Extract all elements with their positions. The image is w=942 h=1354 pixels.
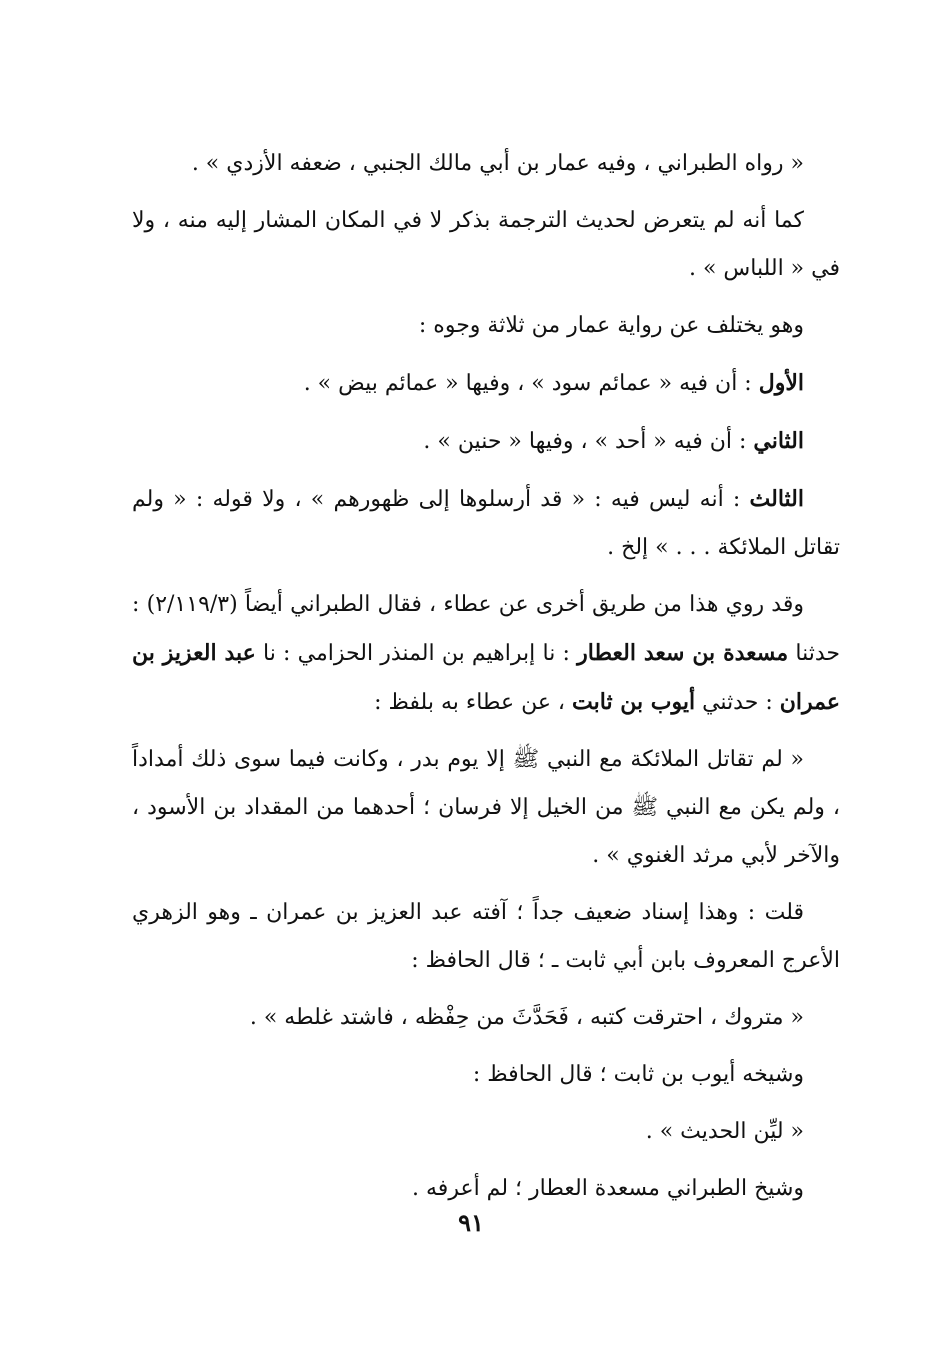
text-segment: قلت : وهذا إسناد ضعيف جداً ؛ آفته عبد العزيز بن عمران ـ وهو الزهري الأعرج المعروف بابن أبي ثابت ـ ؛ قال الحافظ : bbox=[132, 900, 840, 973]
paragraph-p13 bbox=[132, 1165, 840, 1213]
text-segment: « ليِّن الحديث » . bbox=[645, 1119, 804, 1144]
paragraph-p7 bbox=[132, 581, 840, 727]
paragraph-p5 bbox=[132, 417, 840, 466]
main-text-block bbox=[132, 140, 840, 1222]
paragraph-p11 bbox=[132, 1051, 840, 1099]
bold-term: عبد العزيز بن عمران bbox=[132, 640, 840, 715]
bold-term: الأول bbox=[758, 370, 804, 396]
text-segment: وقد روي هذا من طريق أخرى عن عطاء ، فقال الطبراني أيضاً (٢/١١٩/٣) : حدثنا bbox=[132, 592, 840, 666]
paragraph-p6 bbox=[132, 475, 840, 572]
text-segment: : حدثني bbox=[695, 690, 780, 715]
text-segment: : أن فيه « أحد » ، وفيها « حنين » . bbox=[423, 429, 754, 454]
text-segment: « رواه الطبراني ، وفيه عمار بن أبي مالك الجنبي ، ضعفه الأزدي » . bbox=[191, 151, 804, 176]
paragraph-p8 bbox=[132, 736, 840, 880]
text-segment: : أنه ليس فيه : « قد أرسلوها إلى ظهورهم » ، ولا قوله : « ولم تقاتل الملائكة . . . » إلخ . bbox=[132, 487, 840, 560]
text-segment: وشيخ الطبراني مسعدة العطار ؛ لم أعرفه . bbox=[412, 1176, 804, 1201]
text-segment: كما أنه لم يتعرض لحديث الترجمة بذكر لا في المكان المشار إليه منه ، ولا في « اللباس » . bbox=[132, 208, 840, 281]
bold-term: أيوب بن ثابت bbox=[572, 689, 696, 715]
text-segment: « لم تقاتل الملائكة مع النبي ﷺ إلا يوم بدر ، وكانت فيما سوى ذلك أمداداً ، ولم يكن مع النبي ﷺ من الخيل إلا فرسان ؛ أحدهما من المقداد بن الأسود ، والآخر لأبي مرثد الغنوي » . bbox=[132, 747, 840, 868]
page-number: ٩١ bbox=[458, 1208, 484, 1237]
text-segment: « متروك ، احترقت كتبه ، فَحَدَّثَ من حِفْظه ، فاشتد غلطه » . bbox=[249, 1005, 804, 1030]
paragraph-p10 bbox=[132, 994, 840, 1042]
text-segment: : أن فيه « عمائم سود » ، وفيها « عمائم بيض » . bbox=[303, 371, 759, 396]
text-segment: وهو يختلف عن رواية عمار من ثلاثة وجوه : bbox=[418, 313, 804, 338]
text-segment: : نا إبراهيم بن المنذر الحزامي : نا bbox=[255, 641, 578, 666]
paragraph-p2 bbox=[132, 197, 840, 293]
bold-term: مسعدة بن سعد العطار bbox=[577, 640, 789, 666]
paragraph-p1 bbox=[132, 140, 840, 188]
paragraph-p12 bbox=[132, 1108, 840, 1156]
paragraph-p4 bbox=[132, 359, 840, 408]
paragraph-p9 bbox=[132, 889, 840, 985]
text-segment: ، عن عطاء به بلفظ : bbox=[374, 690, 573, 715]
text-segment: وشيخه أيوب بن ثابت ؛ قال الحافظ : bbox=[472, 1062, 804, 1087]
paragraph-p3 bbox=[132, 302, 840, 350]
bold-term: الثاني bbox=[753, 428, 804, 454]
bold-term: الثالث bbox=[749, 486, 804, 512]
